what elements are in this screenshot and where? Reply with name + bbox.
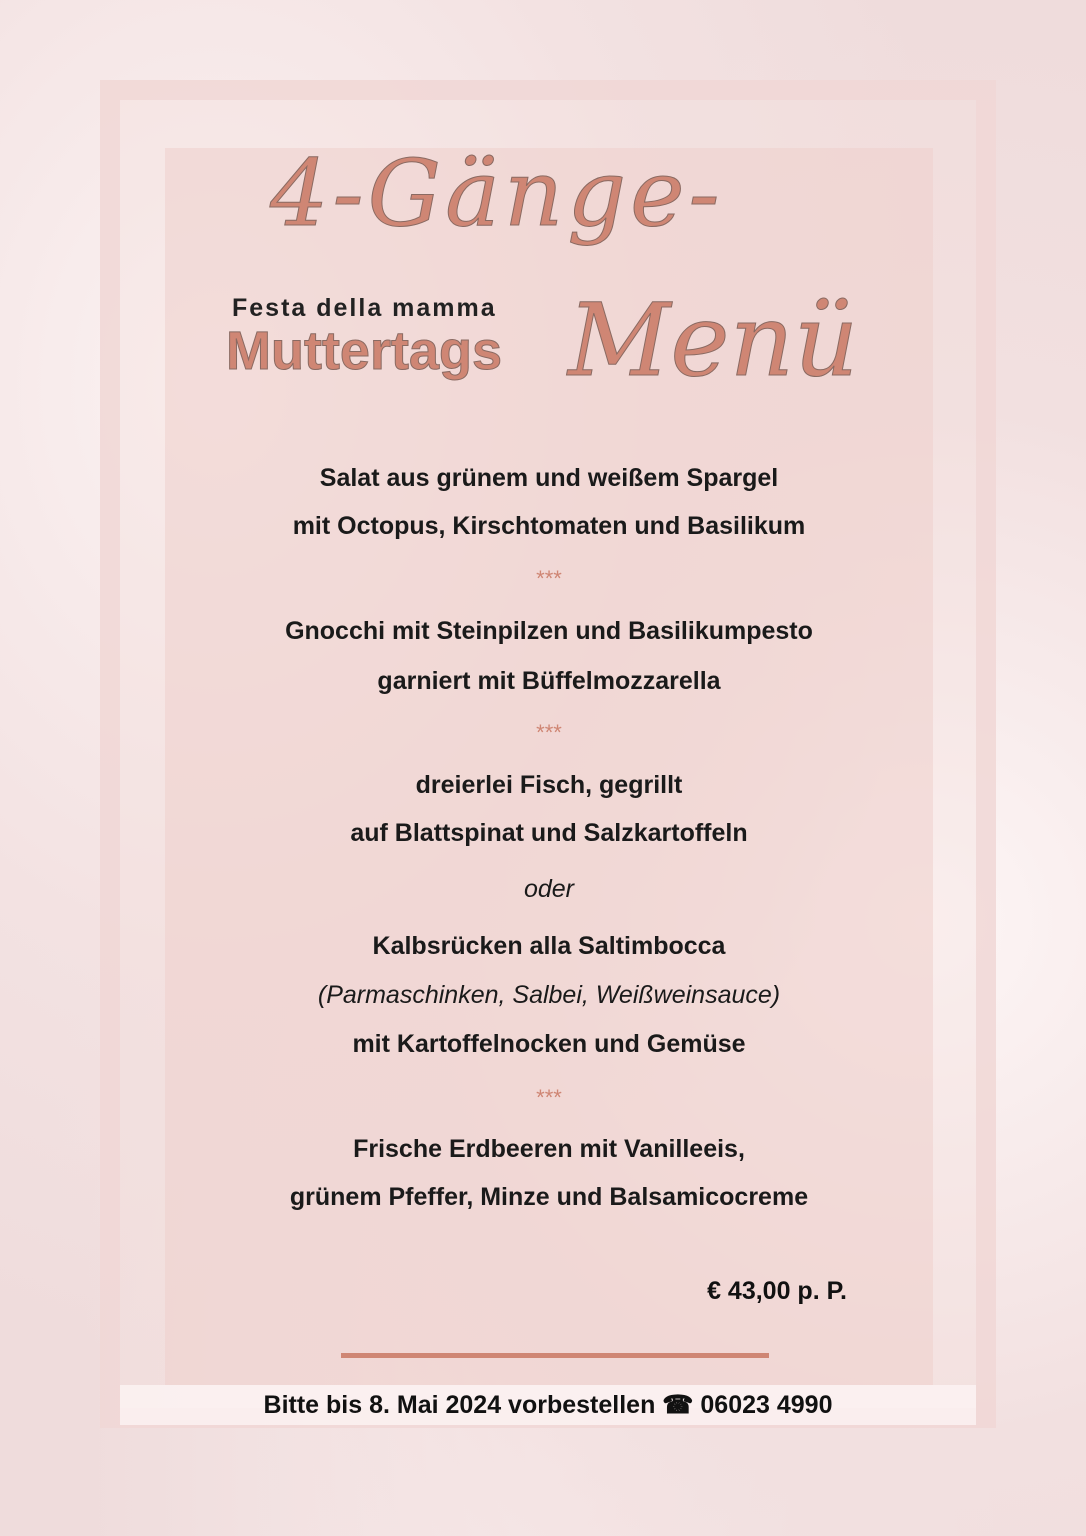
course-2-line-2: garniert mit Büffelmozzarella (377, 667, 721, 695)
title-muttertags: Muttertags (226, 321, 503, 381)
course-1-line-2: mit Octopus, Kirschtomaten und Basilikum (292, 512, 806, 540)
title-menu: Menü (568, 282, 859, 399)
separator: *** (536, 566, 562, 591)
course-3b-line-3: mit Kartoffelnocken und Gemüse (352, 1030, 746, 1058)
course-4-line-1: Frische Erdbeeren mit Vanilleeis, (353, 1135, 745, 1163)
divider (341, 1353, 769, 1358)
course-1-line-1: Salat aus grünem und weißem Spargel (319, 464, 779, 492)
course-3a-line-1: dreierlei Fisch, gegrillt (415, 771, 683, 799)
course-2-line-1: Gnocchi mit Steinpilzen und Basilikumpesto (285, 617, 813, 645)
course-3a-line-2: auf Blattspinat und Salzkartoffeln (350, 819, 748, 847)
footer (120, 1390, 976, 1420)
title-courses: 4-Gänge- (270, 140, 724, 247)
or-label: oder (523, 875, 575, 903)
reservation-note: Bitte bis 8. Mai 2024 vorbestellen (263, 1391, 656, 1419)
course-4-line-2: grünem Pfeffer, Minze und Balsamicocreme (289, 1183, 809, 1211)
separator: *** (536, 1085, 562, 1110)
price: € 43,00 p. P. (707, 1277, 847, 1305)
separator: *** (536, 720, 562, 745)
subtitle-italian: Festa della mamma (232, 294, 497, 322)
phone-number[interactable]: 06023 4990 (700, 1391, 833, 1419)
phone-icon: ☎ (662, 1391, 694, 1419)
course-3b-line-1: Kalbsrücken alla Saltimbocca (372, 932, 726, 960)
course-3b-line-2: (Parmaschinken, Salbei, Weißweinsauce) (317, 981, 781, 1009)
